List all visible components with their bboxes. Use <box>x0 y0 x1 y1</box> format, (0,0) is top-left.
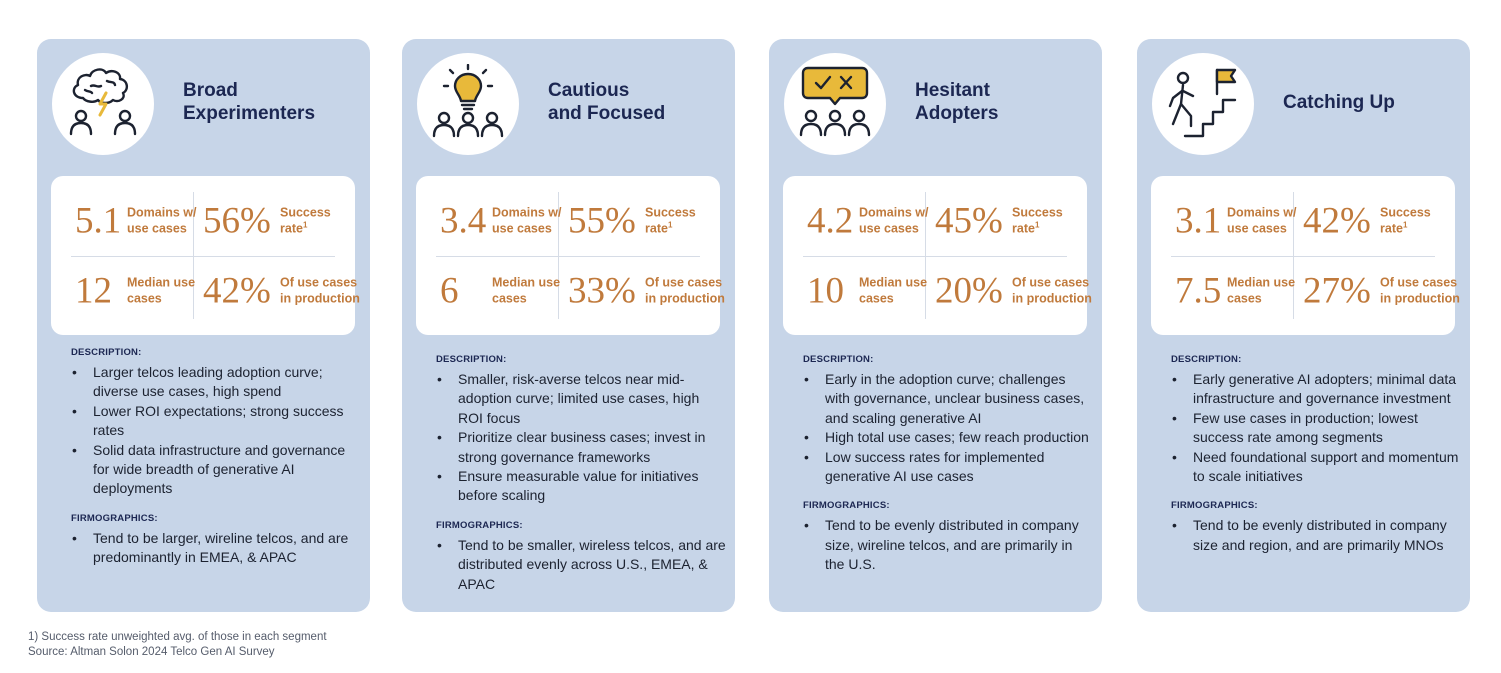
stats-panel <box>416 176 725 335</box>
description-heading: DESCRIPTION: <box>1171 354 1242 365</box>
segment-card-catching-up <box>1137 39 1470 612</box>
list-item: • Prioritize clear business cases; invest in strong governance frameworks <box>436 428 726 467</box>
stat-median-use-cases: 7.5 Median use cases <box>1175 270 1296 312</box>
list-item: • Tend to be larger, wireline telcos, and are predominantly in EMEA, & APAC <box>71 529 361 568</box>
stat-success-rate: 55% Success rate$^1$ <box>568 200 696 242</box>
firmographics-list <box>436 536 726 594</box>
description-list <box>803 370 1093 486</box>
firmographics-heading: FIRMOGRAPHICS: <box>436 519 523 531</box>
stat-success-rate: 45% Success rate$^1$ <box>935 200 1063 242</box>
stat-domains: 3.4 Domains w/ use cases <box>440 200 562 242</box>
brain-lightning-people-icon <box>61 64 145 145</box>
firmographics-heading: FIRMOGRAPHICS: <box>71 512 158 524</box>
description-list <box>1171 370 1461 486</box>
list-item: • Few use cases in production; lowest success rate among segments <box>1171 409 1461 448</box>
card-text <box>71 347 361 568</box>
firmographics-list <box>803 516 1093 574</box>
segment-card-hesitant-adopters <box>769 39 1102 612</box>
stat-median-use-cases: 12 Median use cases <box>75 270 196 312</box>
description-heading: DESCRIPTION: <box>436 354 507 365</box>
icon-circle <box>417 53 519 155</box>
card-title: Broad Experimenters <box>183 80 316 124</box>
stat-production: 20% Of use cases in production <box>935 270 1092 312</box>
stat-domains: 3.1 Domains w/ use cases <box>1175 200 1297 242</box>
list-item: • Ensure measurable value for initiatives before scaling <box>436 467 726 506</box>
firmographics-heading: FIRMOGRAPHICS: <box>803 500 890 512</box>
stat-success-rate: 56% Success rate$^1$ <box>203 200 331 242</box>
stat-production: 27% Of use cases in production <box>1303 270 1460 312</box>
list-item: • Lower ROI expectations; strong success rates <box>71 402 361 441</box>
description-heading: DESCRIPTION: <box>71 347 142 358</box>
icon-circle <box>1152 53 1254 155</box>
lightbulb-people-icon <box>428 64 508 145</box>
list-item: • Early in the adoption curve; challenges with governance, unclear business cases, and scaling generative AI <box>803 370 1093 428</box>
person-climbing-stairs-flag-icon <box>1163 64 1243 145</box>
card-title: Catching Up <box>1283 92 1395 113</box>
stat-success-rate: 42% Success rate$^1$ <box>1303 200 1431 242</box>
list-item: • High total use cases; few reach production <box>803 428 1093 447</box>
list-item: • Low success rates for implemented generative AI use cases <box>803 448 1093 487</box>
firmographics-heading: FIRMOGRAPHICS: <box>1171 500 1258 512</box>
list-item: • Tend to be smaller, wireless telcos, and are distributed evenly across U.S., EMEA, & APAC <box>436 536 726 594</box>
stats-panel <box>1151 176 1460 335</box>
list-item: • Need foundational support and momentum to scale initiatives <box>1171 448 1461 487</box>
stat-production: 33% Of use cases in production <box>568 270 725 312</box>
stats-panel <box>51 176 360 335</box>
card-text <box>436 354 726 594</box>
card-title: Hesitant Adopters <box>915 80 999 124</box>
footnote: 1) Success rate unweighted avg. of those in each segment <box>28 631 327 643</box>
card-text <box>1171 354 1461 555</box>
firmographics-list <box>1171 516 1461 555</box>
card-text <box>803 354 1093 575</box>
list-item: • Smaller, risk-averse telcos near mid-adoption curve; limited use cases, high ROI focus <box>436 370 726 428</box>
stat-domains: 4.2 Domains w/ use cases <box>807 200 929 242</box>
list-item: • Tend to be evenly distributed in company size, wireline telcos, and are primarily in the U.S. <box>803 516 1093 574</box>
icon-circle <box>52 53 154 155</box>
icon-circle <box>784 53 886 155</box>
list-item: • Larger telcos leading adoption curve; diverse use cases, high spend <box>71 363 361 402</box>
segment-card-cautious-and-focused <box>402 39 735 612</box>
description-heading: DESCRIPTION: <box>803 354 874 365</box>
description-list <box>436 370 726 506</box>
segment-card-broad-experimenters <box>37 39 370 612</box>
firmographics-list <box>71 529 361 568</box>
list-item: • Solid data infrastructure and governance for wide breadth of generative AI deployments <box>71 441 361 499</box>
source-note: Source: Altman Solon 2024 Telco Gen AI Survey <box>28 646 275 658</box>
list-item: • Tend to be evenly distributed in company size and region, and are primarily MNOs <box>1171 516 1461 555</box>
stat-domains: 5.1 Domains w/ use cases <box>75 200 197 242</box>
stat-median-use-cases: 10 Median use cases <box>807 270 928 312</box>
stats-panel <box>783 176 1092 335</box>
card-title: Cautious and Focused <box>548 80 666 124</box>
description-list <box>71 363 361 499</box>
stat-production: 42% Of use cases in production <box>203 270 360 312</box>
stat-median-use-cases: 6 Median use cases <box>440 270 561 312</box>
check-cross-speech-people-icon <box>794 64 876 145</box>
list-item: • Early generative AI adopters; minimal data infrastructure and governance investment <box>1171 370 1461 409</box>
